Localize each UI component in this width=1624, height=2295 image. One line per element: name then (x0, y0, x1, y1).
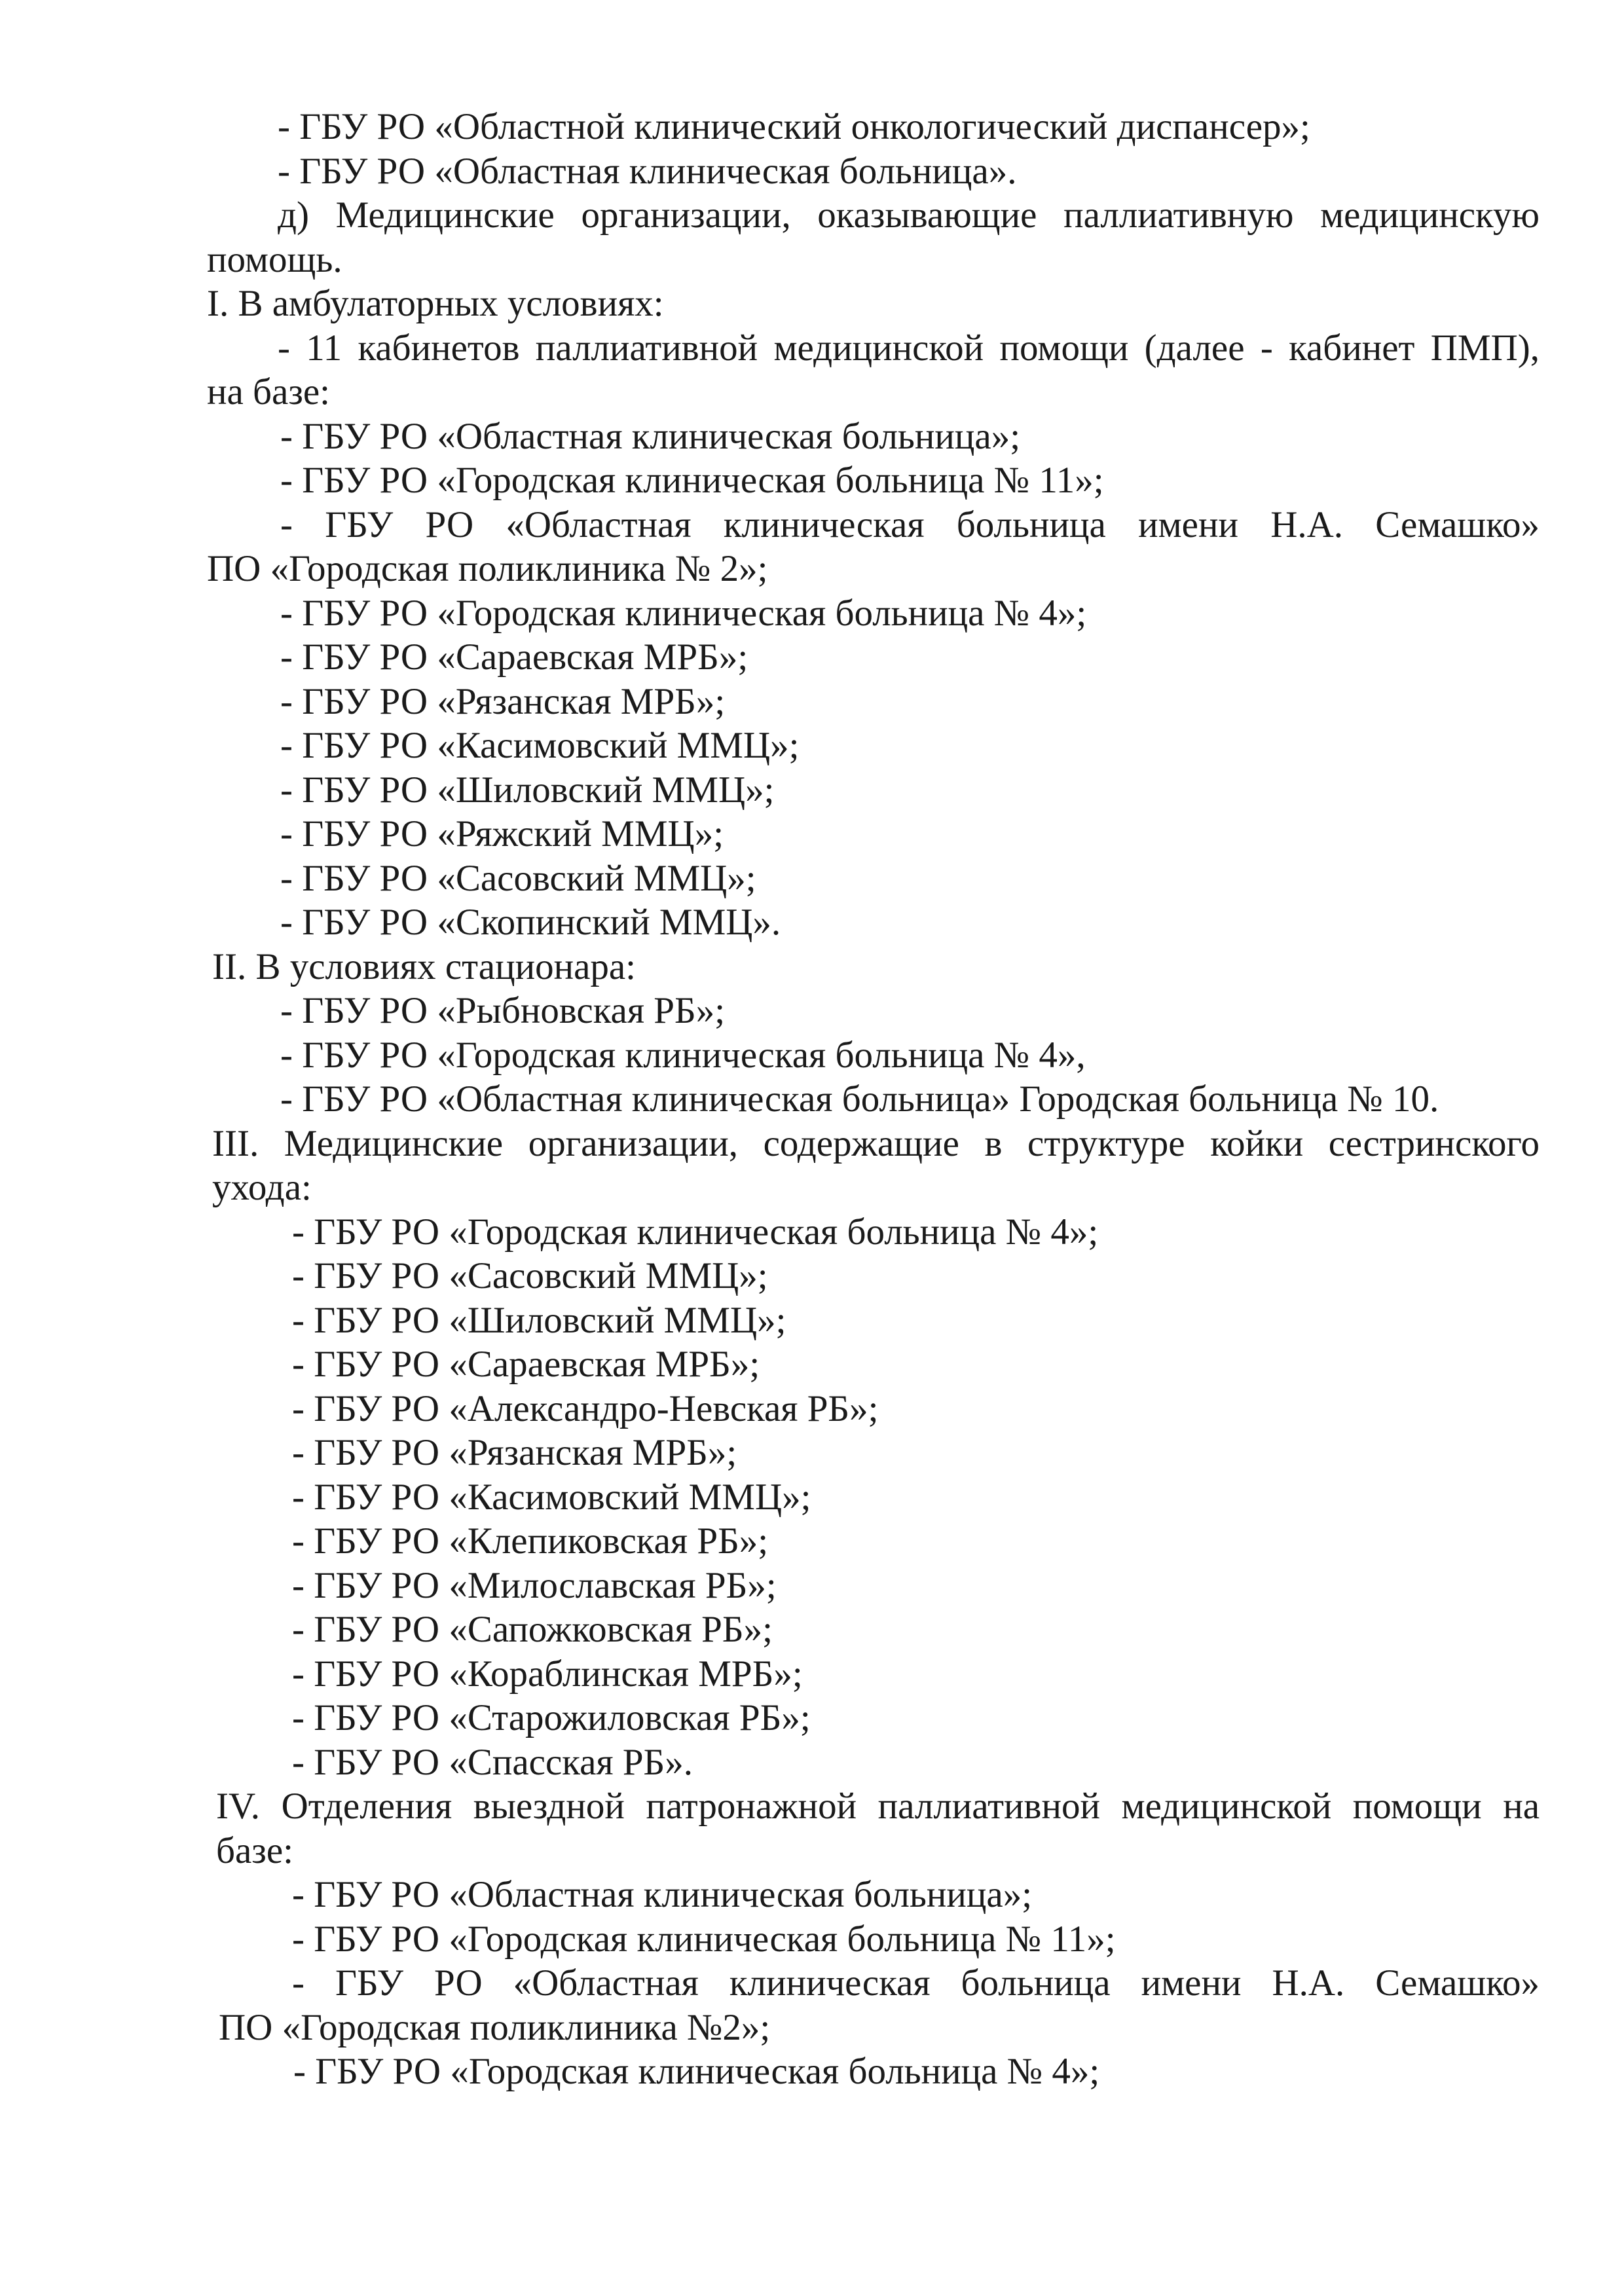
list-item: - ГБУ РО «Городская клиническая больница № 4»; (292, 1211, 1099, 1253)
list-item: - ГБУ РО «Старожиловская РБ»; (292, 1697, 811, 1738)
list-item: - ГБУ РО «Александро-Невская РБ»; (292, 1387, 879, 1429)
list-item: - ГБУ РО «Городская клиническая больница № 4», (280, 1034, 1086, 1076)
list-item: - ГБУ РО «Областная клиническая больница имени Н.А. Семашко» (292, 1962, 1540, 2004)
section-heading: I. В амбулаторных условиях: (207, 283, 664, 324)
list-item: - ГБУ РО «Спасская РБ». (292, 1741, 693, 1783)
list-item: - ГБУ РО «Областная клиническая больница»; (280, 415, 1021, 457)
list-item: - ГБУ РО «Рыбновская РБ»; (280, 990, 726, 1031)
paragraph-line: - 11 кабинетов паллиативной медицинской помощи (далее - кабинет ПМП), (278, 327, 1540, 369)
list-item-continuation: ПО «Городская поликлиника №2»; (219, 2006, 771, 2048)
list-item: - ГБУ РО «Сараевская МРБ»; (292, 1344, 760, 1385)
list-item: - ГБУ РО «Сараевская МРБ»; (280, 636, 748, 678)
list-item-continuation: ПО «Городская поликлиника № 2»; (207, 548, 768, 589)
list-item: - ГБУ РО «Сасовский ММЦ»; (292, 1255, 768, 1296)
list-item: - ГБУ РО «Городская клиническая больница № 11»; (280, 460, 1104, 501)
list-item: - ГБУ РО «Милославская РБ»; (292, 1564, 777, 1606)
list-item: - ГБУ РО «Клепиковская РБ»; (292, 1520, 769, 1562)
list-item: - ГБУ РО «Кораблинская МРБ»; (292, 1653, 803, 1695)
list-item: - ГБУ РО «Городская клиническая больница № 4»; (293, 2051, 1100, 2092)
list-item: - ГБУ РО «Шиловский ММЦ»; (280, 769, 775, 811)
list-item: - ГБУ РО «Сасовский ММЦ»; (280, 857, 756, 899)
list-item: - ГБУ РО «Шиловский ММЦ»; (292, 1299, 786, 1341)
list-item: - ГБУ РО «Городская клиническая больница № 11»; (292, 1918, 1116, 1960)
list-item: - ГБУ РО «Городская клиническая больница № 4»; (280, 592, 1087, 634)
list-item: - ГБУ РО «Областной клинический онкологический диспансер»; (278, 106, 1310, 147)
section-heading: д) Медицинские организации, оказывающие паллиативную медицинскую (278, 194, 1540, 236)
section-heading: III. Медицинские организации, содержащие в структуре койки сестринского (212, 1122, 1540, 1164)
section-heading: II. В условиях стационара: (212, 946, 637, 987)
list-item: - ГБУ РО «Областная клиническая больница имени Н.А. Семашко» (280, 504, 1540, 545)
paragraph-line: помощь. (207, 238, 342, 280)
paragraph-line: на базе: (207, 371, 331, 413)
list-item: - ГБУ РО «Рязанская МРБ»; (292, 1432, 737, 1473)
list-item: - ГБУ РО «Касимовский ММЦ»; (280, 725, 800, 766)
list-item: - ГБУ РО «Скопинский ММЦ». (280, 902, 781, 943)
document-body (207, 105, 1540, 2094)
list-item: - ГБУ РО «Рязанская МРБ»; (280, 680, 726, 722)
list-item: - ГБУ РО «Областная клиническая больница» Городская больница № 10. (280, 1078, 1439, 1120)
list-item: - ГБУ РО «Областная клиническая больница»; (292, 1874, 1033, 1915)
section-heading: IV. Отделения выездной патронажной паллиативной медицинской помощи на (216, 1786, 1540, 1827)
list-item: - ГБУ РО «Ряжский ММЦ»; (280, 813, 724, 854)
paragraph-line: базе: (216, 1829, 293, 1871)
list-item: - ГБУ РО «Сапожковская РБ»; (292, 1609, 773, 1650)
paragraph-line: ухода: (212, 1167, 312, 1208)
list-item: - ГБУ РО «Касимовский ММЦ»; (292, 1476, 811, 1518)
list-item: - ГБУ РО «Областная клиническая больница». (278, 150, 1017, 192)
